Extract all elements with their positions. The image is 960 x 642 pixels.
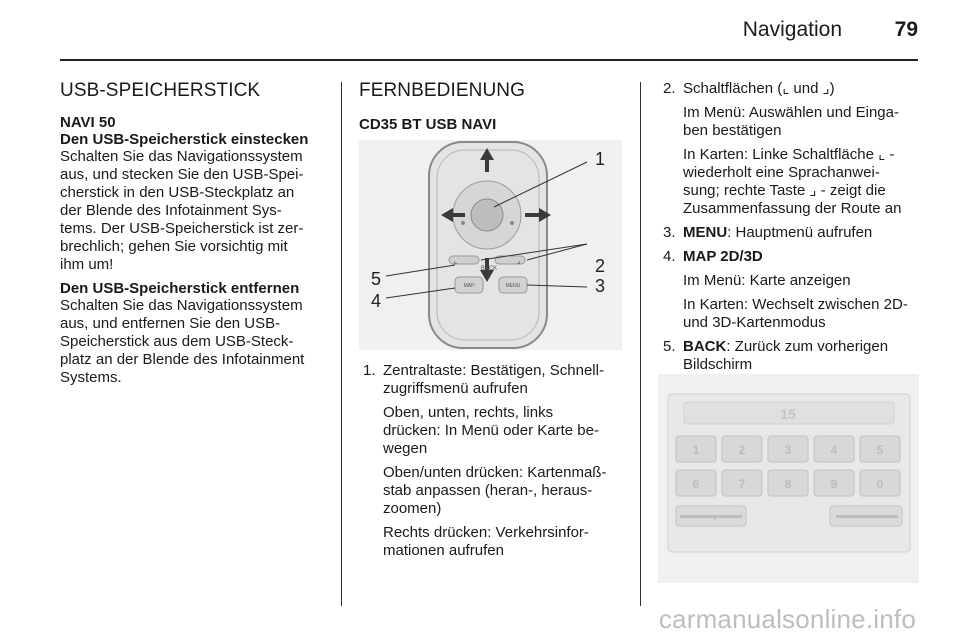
text-line: In Karten: Linke Schaltfläche ⌞ - [683,146,895,163]
list-number: 3. [663,224,676,241]
text-line: mationen aufrufen [383,542,504,559]
keypad-key-label: 6 [692,477,700,491]
text-line: Zusammenfassung der Route an [683,200,902,217]
remote-list-item-1 [359,362,634,560]
text-line: wiederholt eine Sprachanwei- [683,164,880,181]
text-line: wegen [383,440,428,457]
text-line: Im Menü: Auswählen und Einga- [683,104,899,121]
list-number: 4. [663,248,676,265]
text-line: Schalten Sie das Navigationssystem [60,148,303,165]
list-number: 1. [363,362,376,379]
text-line: Schalten Sie das Navigationssystem [60,297,303,314]
model-label-navi50: NAVI 50 [60,114,116,131]
callout-4: 4 [371,291,382,311]
watermark-text: carmanualsonline.info [658,604,916,634]
sub-paragraph [383,524,634,560]
right-column [659,80,929,374]
subheading-insert-usb: Den USB-Speicherstick einstecken [60,131,309,148]
keypad-key-label: 1 [692,443,700,457]
text-line: und 3D-Kartenmodus [683,314,826,331]
text-line: Rechts drücken: Verkehrsinfor- [383,524,589,541]
list-number: 5. [663,338,676,355]
paragraph-remove-usb [60,297,335,387]
subheading-remove-usb: Den USB-Speicherstick entfernen [60,280,300,297]
running-header-title: Navigation [742,18,842,41]
svg-text:◂: ◂ [712,513,717,522]
key-name: MENU [683,224,728,241]
text-line: Systems. [60,369,122,386]
sub-paragraph [683,296,929,332]
keypad-row-2 [676,470,900,496]
text-line: cherstick in den USB-Steckplatz an [60,184,295,201]
page-number: 79 [894,18,918,41]
text-line: Bildschirm [683,356,753,373]
text-line: drücken: In Menü oder Karte be- [383,422,599,439]
callout-3: 3 [595,276,606,296]
keypad-display-value: 15 [780,406,796,422]
text-line: Schaltflächen (⌞ und ⌟) [683,80,835,97]
column-divider-right [640,82,641,606]
text-line: Speicherstick aus dem USB-Steck- [60,333,294,350]
svg-text:⌟: ⌟ [517,257,521,265]
text-line: tems. Der USB-Speicherstick ist zer- [60,220,304,237]
remote-list-item-2 [659,80,929,218]
keypad-figure [658,374,919,583]
text-line: aus, und stecken Sie den USB-Spei- [60,166,304,183]
middle-column [359,80,629,133]
key-name: MAP 2D/3D [683,248,763,265]
sub-paragraph [683,104,929,140]
keypad-key-label: 2 [738,443,746,457]
text-line: : Zurück zum vorherigen [726,338,889,355]
left-column [60,80,335,387]
sub-paragraph [383,404,634,458]
section-heading-usb: USB-SPEICHERSTICK [60,80,261,101]
text-line: platz an der Blende des Infotainment [60,351,305,368]
callout-5: 5 [371,269,382,289]
column-divider-left [341,82,342,606]
keypad-key-label: 7 [738,477,746,491]
remote-control-figure [359,140,622,350]
text-line: brechlich; gehen Sie vorsichtig mit [60,238,288,255]
keypad-key-label: 5 [876,443,884,457]
sub-paragraph [683,146,929,218]
map-button-label: MAP [463,283,475,289]
text-line: zoomen) [383,500,442,517]
keypad-key-label: 8 [784,477,792,491]
callout-2: 2 [595,256,606,276]
model-label-cd35: CD35 BT USB NAVI [359,116,497,133]
key-name: BACK [683,338,727,355]
list-number: 2. [663,80,676,97]
keypad-key-label: 3 [784,443,792,457]
keypad-screen-illustration [658,374,919,583]
remote-control-illustration [359,140,622,350]
center-button [471,199,503,231]
svg-text:⌞: ⌞ [454,257,458,265]
text-line: In Karten: Wechselt zwischen 2D- [683,296,908,313]
keypad-key-label: 4 [830,443,838,457]
text-line: : Hauptmenü aufrufen [727,224,873,241]
remote-list-item-5 [659,338,929,374]
text-line: ben bestätigen [683,122,782,139]
text-line: aus, und entfernen Sie den USB- [60,315,281,332]
text-line: Zentraltaste: Bestätigen, Schnell- [383,362,604,379]
text-line: sung; rechte Taste ⌟ - zeigt die [683,182,886,199]
callout-1: 1 [595,149,606,169]
header-divider [60,59,918,61]
text-line: zugriffsmenü aufrufen [383,380,528,397]
sub-paragraph [383,464,634,518]
paragraph-insert-usb [60,148,335,274]
text-line: ihm um! [60,256,114,273]
keypad-key-label: 9 [830,477,838,491]
text-line: der Blende des Infotainment Sys- [60,202,282,219]
text-line: Oben, unten, rechts, links [383,404,554,421]
section-heading-remote: FERNBEDIENUNG [359,80,525,101]
text-line: Oben/unten drücken: Kartenmaß- [383,464,607,481]
keypad-row-1 [676,436,900,462]
menu-button-label: MENU [505,283,521,289]
remote-list-item-4 [659,248,929,332]
keypad-key-label: 0 [876,477,884,491]
back-button-label: BACK [480,266,498,272]
text-line: stab anpassen (heran-, heraus- [383,482,593,499]
text-line: Im Menü: Karte anzeigen [683,272,851,289]
remote-list-item-3 [659,224,929,242]
